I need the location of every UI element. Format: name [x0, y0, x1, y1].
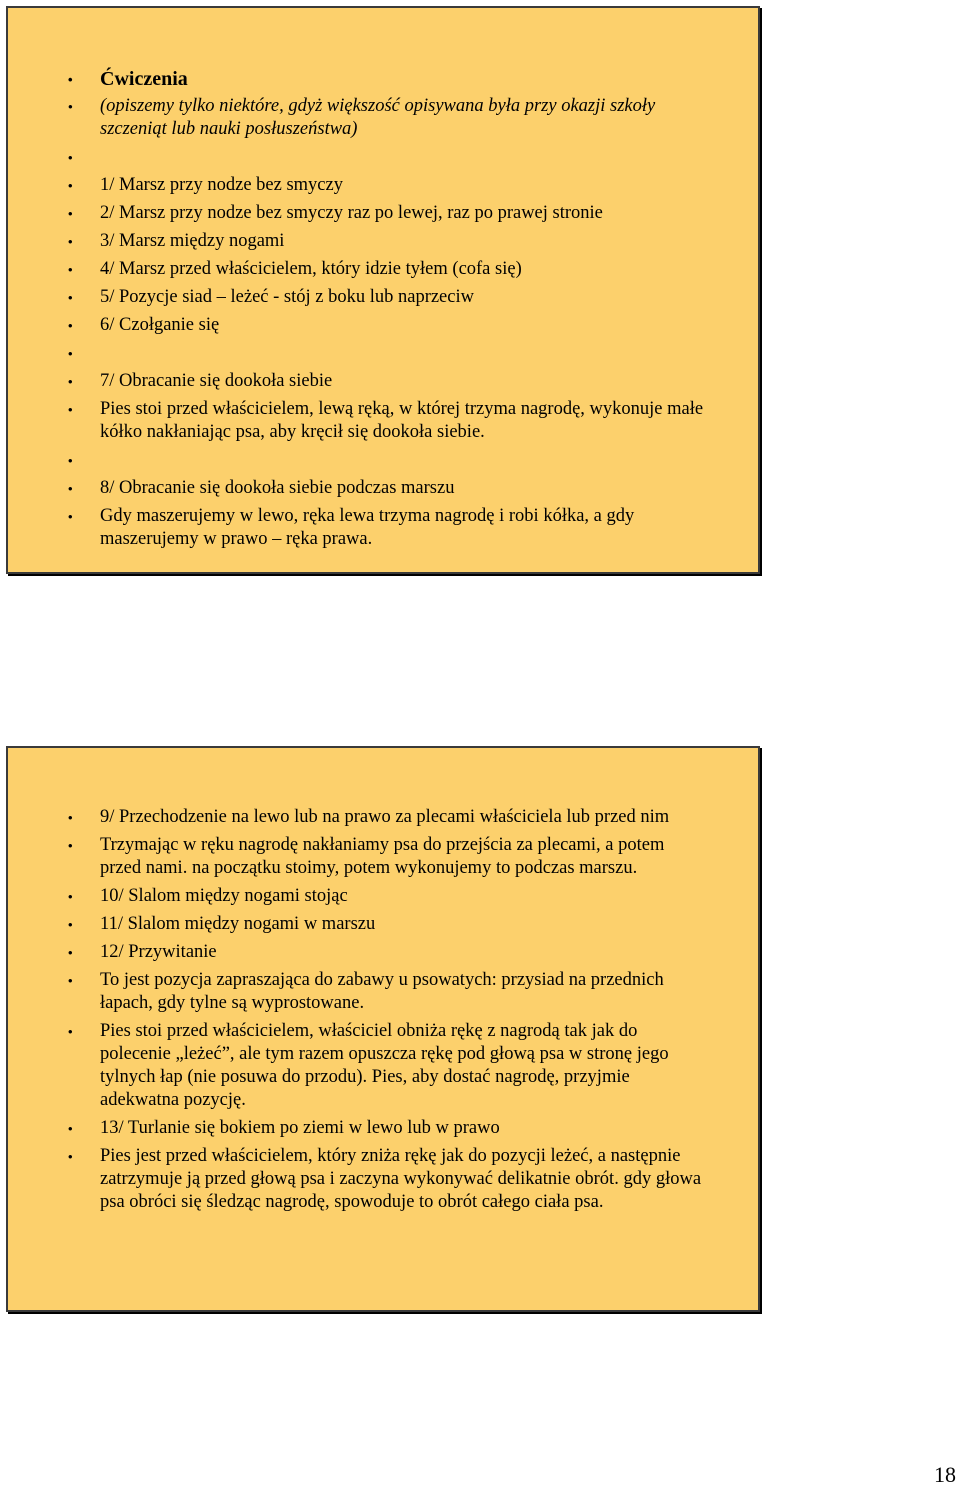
exercise-item: • 11/ Slalom między nogami w marszu	[68, 913, 708, 936]
exercise-description: • Gdy maszerujemy w lewo, ręka lewa trzyma nagrodę i robi kółka, a gdy maszerujemy w prawo – ręka prawa.	[68, 505, 708, 551]
exercise-item: • 4/ Marsz przed właścicielem, który idzie tyłem (cofa się)	[68, 258, 708, 281]
exercise-item: • 6/ Czołganie się	[68, 314, 708, 337]
slide-subtitle: • (opiszemy tylko niektóre, gdyż większość opisywana była przy okazji szkoły szczeniąt lub nauki posłuszeństwa)	[68, 95, 708, 141]
slide-1	[6, 6, 760, 574]
exercise-item: • 9/ Przechodzenie na lewo lub na prawo za plecami właściciela lub przed nim	[68, 806, 708, 829]
exercise-description: • Pies stoi przed właścicielem, właściciel obniża rękę z nagrodą tak jak do polecenie „leżeć”, ale tym razem opuszcza rękę pod głową psa w stronę jego tylnych łap (nie posuwa do przodu). Pies, aby dostać nagrodę, przyjmie adekwatna pozycję.	[68, 1020, 708, 1112]
empty-bullet	[68, 342, 708, 365]
slide-2	[6, 746, 760, 1312]
exercise-item: • 5/ Pozycje siad – leżeć - stój z boku lub naprzeciw	[68, 286, 708, 309]
slide-2-bullet-list	[68, 806, 708, 1219]
exercise-description: • Pies stoi przed właścicielem, lewą ręką, w której trzyma nagrodę, wykonuje małe kółko nakłaniając psa, aby kręcił się dookoła siebie.	[68, 398, 708, 444]
exercise-description: • Pies jest przed właścicielem, który zniża rękę jak do pozycji leżeć, a następnie zatrzymuje ją przed głową psa i zaczyna wykonywać delikatnie obrót. gdy głowa psa obróci się śledząc nagrodę, spowoduje to obrót całego ciała psa.	[68, 1145, 708, 1214]
exercise-item: • 7/ Obracanie się dookoła siebie	[68, 370, 708, 393]
empty-bullet	[68, 449, 708, 472]
exercise-item: • 12/ Przywitanie	[68, 941, 708, 964]
empty-bullet	[68, 146, 708, 169]
slide-1-bullet-list	[68, 68, 708, 556]
exercise-item: • 8/ Obracanie się dookoła siebie podczas marszu	[68, 477, 708, 500]
exercise-description: • Trzymając w ręku nagrodę nakłaniamy psa do przejścia za plecami, a potem przed nami. na początku stoimy, potem wykonujemy to podczas marszu.	[68, 834, 708, 880]
exercise-item: • 2/ Marsz przy nodze bez smyczy raz po lewej, raz po prawej stronie	[68, 202, 708, 225]
exercise-item: • 13/ Turlanie się bokiem po ziemi w lewo lub w prawo	[68, 1117, 708, 1140]
exercise-item: • 10/ Slalom między nogami stojąc	[68, 885, 708, 908]
exercise-item: • 3/ Marsz między nogami	[68, 230, 708, 253]
slide-title: • Ćwiczenia	[68, 68, 708, 91]
exercise-description: • To jest pozycja zapraszająca do zabawy u psowatych: przysiad na przednich łapach, gdy tylne są wyprostowane.	[68, 969, 708, 1015]
page-number: 18	[934, 1462, 956, 1487]
exercise-item: • 1/ Marsz przy nodze bez smyczy	[68, 174, 708, 197]
